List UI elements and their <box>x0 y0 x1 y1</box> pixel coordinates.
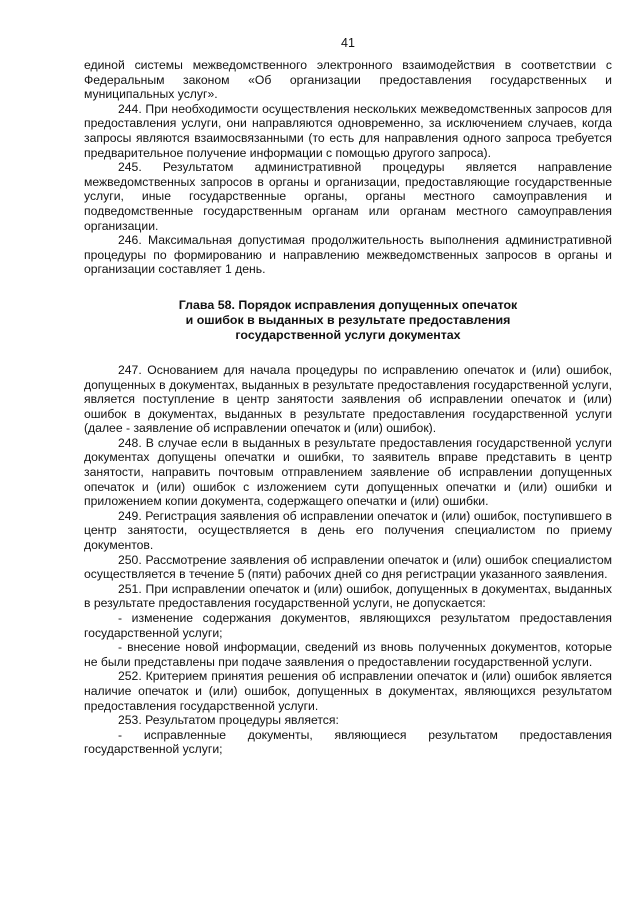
paragraph-250: 250. Рассмотрение заявления об исправлении опечаток и (или) ошибок специалистом осуществляется в течение 5 (пяти) рабочих дней со дня регистрации указанного заявления. <box>84 552 612 582</box>
chapter-heading-line-1: Глава 58. Порядок исправления допущенных опечаток <box>178 297 518 312</box>
paragraph-246: 246. Максимальная допустимая продолжительность выполнения административной процедуры по формированию и направлению межведомственных запросов в органы и организации составляет 1 день. <box>84 233 612 277</box>
chapter-heading-line-2: и ошибок в выданных в результате предоставления <box>185 312 511 327</box>
document-page <box>84 0 612 905</box>
paragraph-248: 248. В случае если в выданных в результате предоставления государственной услуги документах допущены опечатки и ошибки, то заявитель вправе представить в центр занятости, направить почтовым отправлением заявление об исправлении допущенных опечаток и (или) ошибок с изложением сути допущенных опечатки и (или) ошибки и приложением копии документа, содержащего опечатки и (или) ошибки. <box>84 435 612 509</box>
paragraph-252: 252. Критерием принятия решения об исправлении опечаток и (или) ошибок является наличие опечаток и (или) ошибок, допущенных в документах, являющихся результатом предоставления государственной услуги. <box>84 669 612 713</box>
paragraph-251: 251. При исправлении опечаток и (или) ошибок, допущенных в документах, выданных в результате предоставления государственной услуги, не допускается: <box>84 581 612 611</box>
paragraph-continuation: единой системы межведомственного электронного взаимодействия в соответствии с Федеральным законом «Об организации предоставления государственных и муниципальных услуг». <box>84 58 612 102</box>
paragraph-253: 253. Результатом процедуры является: <box>118 713 339 728</box>
document-body <box>84 58 612 757</box>
paragraph-249: 249. Регистрация заявления об исправлении опечаток и (или) ошибок, поступившего в центр занятости, осуществляется в день его получения специалистом по приему документов. <box>84 508 612 553</box>
list-item-251-2: - внесение новой информации, сведений из вновь полученных документов, которые не были представлены при подаче заявления о предоставлении государственной услуги. <box>84 640 612 669</box>
page-number: 41 <box>341 36 355 50</box>
paragraph-245: 245. Результатом административной процедуры является направление межведомственных запросов в органы и организации, предоставляющие государственные услуги, иные государственные органы, органы местного самоуправления и подведомственные государственным органам или органам местного самоуправления организации. <box>84 160 612 233</box>
paragraph-244: 244. При необходимости осуществления нескольких межведомственных запросов для предоставления услуги, они направляются одновременно, за исключением случаев, когда запросы являются взаимосвязанными (то есть для направления одного запроса требуется предварительное получение информации с помощью другого запроса). <box>84 101 612 160</box>
paragraph-247: 247. Основанием для начала процедуры по исправлению опечаток и (или) ошибок, допущенных в документах, выданных в результате предоставления государственной услуги, является поступление в центр занятости заявления об исправлении опечаток и (или) ошибок в документах, выданных в результате предоставления государственной услуги (далее - заявление об исправлении опечаток и (или) ошибок). <box>84 362 612 436</box>
list-item-253-1: - исправленные документы, являющиеся результатом предоставления государственной услуги; <box>84 727 612 757</box>
chapter-heading-line-3: государственной услуги документах <box>235 327 461 342</box>
list-item-251-1: - изменение содержания документов, являющихся результатом предоставления государственной услуги; <box>84 611 612 640</box>
chapter-heading <box>84 298 612 343</box>
